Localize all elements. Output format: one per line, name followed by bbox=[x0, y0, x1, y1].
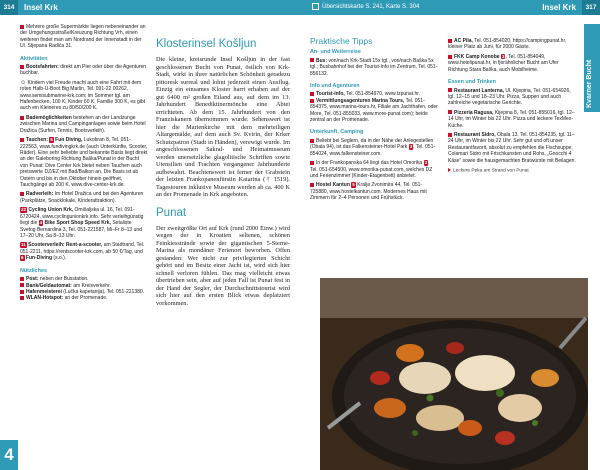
right-food-column bbox=[448, 38, 576, 273]
food-heading: Essen und Trinken bbox=[448, 79, 496, 86]
camp-entry: AC Pila, Tel. 051-854020, https://campingpunat.hr, kleiner Platz ab Juni, für 2000 Gäste. bbox=[448, 38, 567, 51]
left-article-column bbox=[156, 38, 290, 470]
left-info-column bbox=[20, 24, 148, 464]
arrival-entry: Bus: von/nach Krk-Stadt 15x tgl., von/nach Baška 5x tgl.; Busbahnhof bei der Tourist-Info im Zentrum, Tel. 051-856132. bbox=[310, 57, 438, 77]
useful-entry: Post: neben der Busstation. bbox=[20, 276, 148, 282]
article-body: Die kleine, kreisrunde Insel Košljun in der fast geschlossenen Bucht von Punat, östlich von Krk-Stadt, wirkt in ihrer natürlichen Schönheit geradezu pittoresk surreal und lohnt jederzeit einen Ausflug. Einzig ein einsames Kloster harrt erhaben auf der gut 6400 m² großen Eiland aus, auf dem im 13. Jahrhundert Benediktinermönche eine Abtei errichteten. Ab dem 15. Jahrhundert von den Franziskanern übernommen wurde. Sehenswert ist hier die Marienkirche mit dem mehrteiligen Altargemälde, auf dem auch Sv. Kvirin, der Krker Schutzpatron (Stadt in Händen), verewigt wurde. Im angeschlossenen Sakral- und Heimatmuseum werden unersetzliche glagolitische Schriften sowie Utensilien und Trachten vergangener Jahrhunderte aufbewahrt. Beachtenswert ist ferner der Grabstein der letzten Frankopanenfürstin Katarina († 1519). Tagestouren inklusive Museum werden ab ca. 400 K an der Promenade in Krk angeboten. bbox=[156, 56, 290, 198]
left-header-bar bbox=[0, 0, 300, 15]
activity-entry: Radverleih: Im Hotel Dražica und bei den Agenturen (Parkplätze, Snacklokale, Kinderattraktion). bbox=[20, 191, 144, 204]
supermarkets-entry: Mehrere große Supermärkte liegen nebeneinander an der Umgehungsstraße/Kreuzung Richtung Vrh, einen weiteren findet man am Nordrand der Innenstadt in der Ul. Stjepana Radića 31. bbox=[20, 24, 146, 50]
right-tips-column bbox=[310, 38, 438, 273]
info-entry: Tourist-Info, Tel. 051-854970, www.tzpunat.hr. bbox=[310, 91, 438, 97]
right-running-head: Insel Krk bbox=[542, 3, 576, 12]
punat-body: Der zweitgrößte Ort auf Krk (rund 2000 Einw.) wird wegen der in Kroatien seltenen, schönen Feinkiesstrände sowie der gigantischen 5-Sterne-Marina als mondäner Ferienort beworben. Offen gestanden: Wer nicht zur privilegierten Schicht gehört und im Besitz einer Jacht ist, wird sich hier schnell verloren fühlen. Das mag vielleicht etwas übertrieben sein, aber auf jeden Fall ist Punat fest in der Hand der Segler, der Durchschnittstourist wird sich hier auf den ersten Blick etwas deplatziert vorkommen. bbox=[156, 224, 290, 307]
lodging-heading: Unterkunft, Camping bbox=[310, 129, 364, 136]
left-running-head: Insel Krk bbox=[24, 3, 58, 12]
activity-entry: Bootsfahrten: direkt am Pier oder über die Agenturen buchbar. bbox=[20, 64, 147, 77]
food-entry: Pizzeria Ragusa, Kijepina 8, Tel. 051-855016, tgl. 12–14 Uhr, im Winter bis 22 Uhr. Pizza und leckere TexMex-Küche. bbox=[448, 109, 575, 129]
activity-entry: ☺ Kindern viel Freude macht auch eine Fahrt mit dem roten Halb-U-Boot Big Marlin, Tel. 091-22 00262, www.semisubmarine-krk.com; im Sommer tgl. am Hafenbecken, 100 K, Kinder 60 K, Familie 300 K, es gibt auch ein Kleineres zu 80/50/200 K. bbox=[20, 79, 146, 112]
food-entry: Restaurant Lanterna, Ul. Kijepina, Tel. 051-654926, tgl. 12–15 und 18–23 Uhr. Pizza, Suppen und auch zahlreiche vegetarische Gerichte. bbox=[448, 87, 571, 107]
lodging-entry: Beliebt bei Seglern, da in der Nähe der Anlegestellen (Obala 94), ist das Falkensteiner-Hotel Park 3, Tel. 051-854024, www.falkensteiner.com. bbox=[310, 137, 436, 157]
food-entry: Restaurant Sidro, Obala 13, Tel. 051-854235, tgl. 11–24 Uhr, im Winter bis 22 Uhr. Sehr gut und oft unser Restaurantfavorit, absolut zu empfehlen die Fischsuppe, Colamari Sidro mit Frischkunsten und Rohs, „Gnocchi 4 Käse“ sowie die hausgemachten Bratwürste mit Beilagen. bbox=[448, 131, 576, 164]
right-page-number: 317 bbox=[582, 0, 600, 15]
right-header-bar bbox=[300, 0, 600, 15]
useful-entry: Bank/Geldautomat: am Kreisverkehr. bbox=[20, 283, 148, 289]
arrival-heading: An- und Weiterreise bbox=[310, 49, 361, 56]
caption-arrow-icon bbox=[448, 168, 451, 172]
map-marker-number: 6 bbox=[50, 137, 53, 143]
activity-entry: 11 Scooterverleih: Rent-a-scooter, am Stadtrand, Tel. 051-2211, https://rentscooter-krk.com, ab 50 €/Tag, und 6 Fun-Diving (s.o.). bbox=[20, 242, 145, 262]
food-photo bbox=[320, 278, 588, 470]
tips-title: Praktische Tipps bbox=[310, 38, 373, 46]
useful-entry: WLAN-Hotspot: an der Promenade. bbox=[20, 295, 148, 301]
camp-entry: FKK Camp Konobe 3, Tel. 051-854049, www.hotelipunat.hr, in fjorähnlicher Bucht am Ufer Richtung Stara Baška, auch Mobilheime. bbox=[448, 53, 559, 73]
article-title: Klosterinsel Košljun bbox=[156, 38, 257, 50]
chapter-tab-number: 4 bbox=[0, 440, 18, 470]
photo-caption: Leckere Peka am Strand von Punat bbox=[448, 168, 576, 175]
info-entry: Vermittlungsagenturen Marina Tours, Tel. 051-854375, www.marina-tours.hr, Filiale am Jachthafen, oder More, Tel. 051-855033, www.more-punat.com); beide zentral an der Promenade. bbox=[310, 97, 438, 124]
useful-heading: Nützliches bbox=[20, 267, 47, 274]
map-reference: Übersichtskarte S. 241, Karte S. 304 bbox=[312, 0, 419, 15]
lodging-entry: Hostel Kantun 5 Kralja Zvonimira 44, Tel. 051-725880, www.hostelkantun.com. Modernes Haus mit Zimmern für 2–4 Personen und Frühstück. bbox=[310, 182, 427, 202]
punat-title: Punat bbox=[156, 206, 187, 219]
info-heading: Info und Agenturen bbox=[310, 83, 360, 90]
side-tab: Kvarner Bucht bbox=[584, 24, 600, 112]
map-icon bbox=[312, 3, 319, 10]
lodging-entry: In der Frankopanska 64 liegt das Hotel Omorika 3, Tel. 051-654500, www.omorika-punat.com, welches DZ und Ferienzimmer (Kinder-Etagenbett) anbietet. bbox=[310, 160, 433, 180]
right-page bbox=[300, 0, 600, 470]
child-icon: ☺ bbox=[20, 79, 27, 86]
activity-entry: Bademöglichkeiten bestehen an der Landzunge zwischen Marina und Campinganlagen sowie beim Hotel Dražica (Surfen, Tennis, Bootsverleih). bbox=[20, 114, 146, 134]
activity-entry: Tauchen: 6 Fun Diving, Lukobran 8, Tel. 051-222563, www.fundivingkrk.de (auch Unterkünfte, Scooter, Räder). Eine sehr beliebte und bekannte Basis liegt direkt an der Galeboring Richtung Baška/Punat in der Bucht von Punat: Dive Center Krk bietet neben Tauchen auch preiswerte DZ/EZ mit Bad/Balkon an. Die Basis ist ab Ostern und bis in den Oktober hinein geöffnet, Tauchgänge ab 200 K, www.dive-center-krk.de. bbox=[20, 137, 148, 189]
left-page-number: 314 bbox=[0, 0, 18, 15]
food-photo-image bbox=[320, 278, 588, 470]
useful-entry: Hafenmeisterei (Lučka kapetanija), Tel. 051-221380. bbox=[20, 289, 148, 295]
bullet-square-icon bbox=[20, 25, 24, 29]
activities-heading: Aktivitäten bbox=[20, 55, 48, 62]
activity-entry: 22 Cycling Union Krk, Omišaljska ul. 16, Tel. 091-6720424, www.cyclingunionkrk.info. Sehr verleihgünstig liegt die 4 Bike Sport Shop Speed Krk, Setaliste Svetog Bernardina 3, Tel. 051-221587, Mi–Fr 8–13 und 17–20 Uhr, Sa 8–13 Uhr. bbox=[20, 207, 144, 240]
